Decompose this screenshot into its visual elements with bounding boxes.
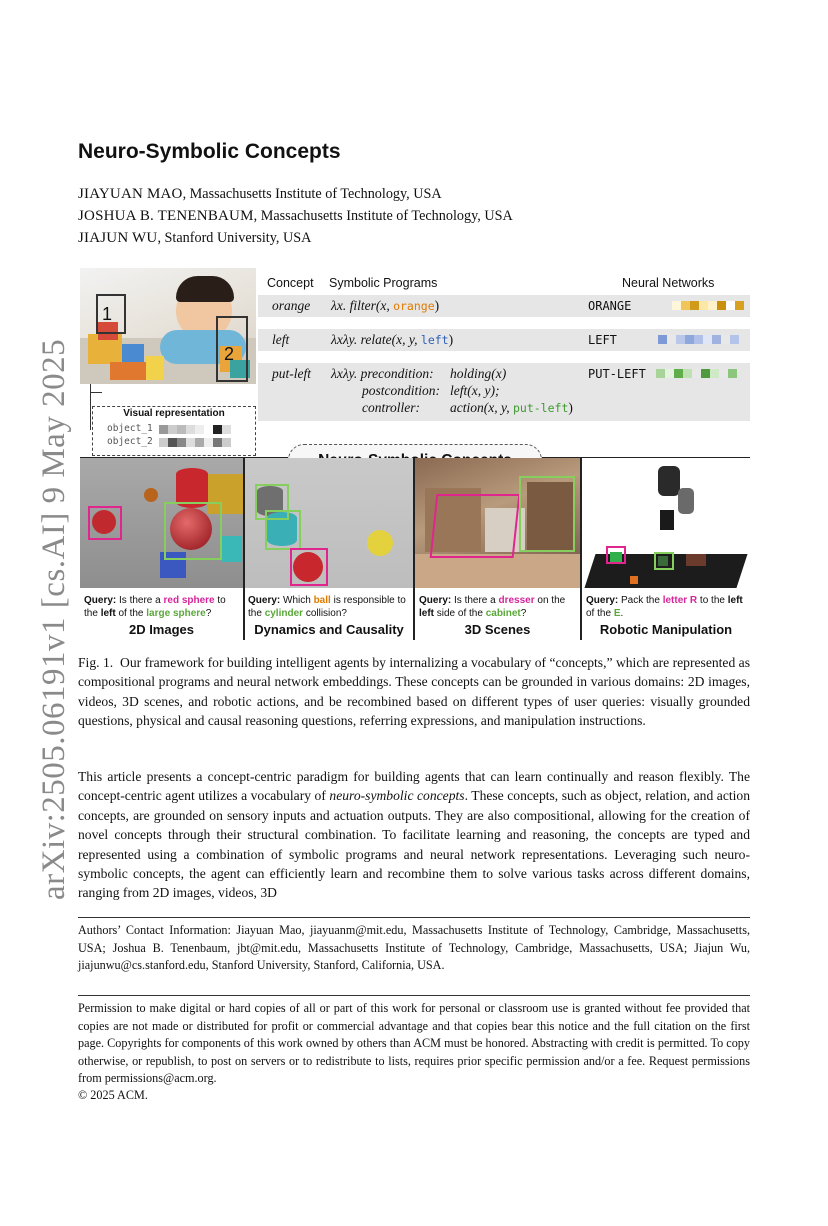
domain-label-3d-scenes: 3D Scenes <box>464 622 531 637</box>
contact-information: Authors’ Contact Information: Jiayuan Mao, jiayuanm@mit.edu, Massachusetts Institute of Technology, Cambridge, Massachusetts, USA; Joshua B. Tenenbaum, jbt@mit.edu, Massachusetts Institute of Technology, Cambridge, Massachusetts, USA; Jiajun Wu, jiajunwu@cs.stanford.edu, Stanford University, Stanford, California, USA. <box>78 923 750 973</box>
query-label: Query: <box>84 595 117 606</box>
domain-label-dynamics: Dynamics and Causality <box>254 622 404 637</box>
program-controller-value <box>450 400 573 416</box>
permission-notice: Permission to make digital or hard copies of all or part of this work for personal or classroom use is granted without fee provided that copies are not made or distributed for profit or commercial advantage and that copies bear this notice and the full citation on the first page. Copyrights for components of this work owned by others than ACM must be honored. Abstracting with credit is permitted. To copy otherwise, or republish, to post on servers or to redistribute to lists, requires prior specific permission and/or a fee. Request permissions from permissions@acm.org. <box>78 1001 750 1086</box>
program-close: ) <box>568 400 573 415</box>
query-highlight: ball <box>313 595 331 606</box>
author-line <box>78 186 442 203</box>
query-robotic <box>586 594 748 620</box>
domain-label-2d-images: 2D Images <box>128 622 195 637</box>
header-symbolic-programs: Symbolic Programs <box>329 276 438 290</box>
bbox-cabinet <box>519 476 575 552</box>
row-left <box>258 329 750 351</box>
query-3d-scenes <box>419 594 579 620</box>
bbox-label-2: 2 <box>224 344 235 364</box>
query-bold: left <box>727 595 743 606</box>
visual-representation-box <box>92 406 256 456</box>
nn-embedding-left <box>658 335 739 344</box>
object-2-embedding <box>159 438 231 447</box>
bbox-dresser <box>430 494 521 558</box>
figure-caption <box>78 653 750 731</box>
query-text: to the <box>697 595 728 606</box>
query-highlight: dresser <box>498 595 535 606</box>
query-text: on the <box>534 595 566 606</box>
query-text: of the <box>586 608 614 619</box>
author-line <box>78 208 513 225</box>
bbox-cylinder <box>265 510 301 550</box>
query-bold: left <box>419 608 434 619</box>
query-text: to the <box>84 595 226 619</box>
query-text: Is there a <box>116 595 164 606</box>
row-put-left <box>258 363 750 421</box>
header-neural-networks: Neural Networks <box>622 276 715 290</box>
intro-paragraph <box>78 767 750 903</box>
query-text: of the <box>115 608 147 619</box>
author-affiliation: , Massachusetts Institute of Technology, USA <box>182 186 442 202</box>
concept-put-left: put-left <box>272 366 311 381</box>
panel-2d-images-render <box>80 458 243 588</box>
bbox-letter-r <box>606 546 626 564</box>
query-label: Query: <box>586 595 619 606</box>
query-text: side of the <box>434 608 486 619</box>
caption-text: Our framework for building intelligent agents by internalizing a vocabulary of “concepts,” which are represented as compositional programs and neural network embeddings. These concepts can be grounded in various domains: 2D images, videos, 3D scenes, and robotic actions, and be recombined based on different types of user queries: visually grounded questions, physical and causal reasoning questions, referring expressions, and manipulation instructions. <box>78 655 751 729</box>
paragraph-emphasis: neuro-symbolic concepts <box>329 788 465 804</box>
panel-robotic-render <box>582 458 750 588</box>
program-text: λxλy. relate(x, y, <box>331 332 421 347</box>
child-blocks-photo <box>80 268 256 384</box>
query-dynamics <box>248 594 410 620</box>
author-name: JOSHUA B. TENENBAUM <box>78 208 254 224</box>
program-text: left(x, y); <box>450 383 500 398</box>
query-text: collision? <box>303 608 347 619</box>
nn-label-put-left: PUT-LEFT <box>588 367 646 381</box>
author-affiliation: , Stanford University, USA <box>157 230 312 246</box>
panel-separator <box>580 458 582 640</box>
program-text: holding(x) <box>450 366 507 381</box>
bbox-ball <box>290 548 328 586</box>
paper-title: Neuro-Symbolic Concepts <box>78 140 341 163</box>
nn-embedding-orange <box>672 301 744 310</box>
author-affiliation: , Massachusetts Institute of Technology, USA <box>253 208 513 224</box>
bbox-large-sphere <box>164 502 222 560</box>
row-orange <box>258 295 750 317</box>
caption-label: Fig. 1. <box>78 655 114 670</box>
figure-1 <box>80 268 750 640</box>
query-highlight: E <box>613 608 621 619</box>
query-text: Pack the <box>618 595 663 606</box>
query-text: is responsible to the <box>248 595 406 619</box>
panel-dynamics-render <box>245 458 413 588</box>
program-text: controller: <box>362 400 420 415</box>
program-left <box>331 332 453 348</box>
author-name: JIAYUAN MAO <box>78 186 183 202</box>
visual-representation-title: Visual representation <box>123 408 225 419</box>
arxiv-id: arXiv:2505.06191v1 [cs.AI] 9 May 2025 <box>36 338 72 900</box>
program-text: λxλy. precondition: <box>331 366 434 381</box>
concept-left: left <box>272 332 290 347</box>
bbox-letter-e <box>654 552 674 570</box>
program-arg: left <box>420 333 449 347</box>
program-text: action(x, y, <box>450 400 513 415</box>
query-text: ? <box>520 608 527 619</box>
connector-arrow <box>90 392 102 393</box>
program-close: ) <box>448 332 454 347</box>
domain-label-robotic: Robotic Manipulation <box>599 622 733 637</box>
query-2d-images <box>84 594 242 620</box>
program-precondition-value <box>450 366 506 382</box>
author-name: JIAJUN WU <box>78 230 158 246</box>
author-line <box>78 230 311 247</box>
object-1-label: object_1 <box>107 423 153 434</box>
panel-separator <box>413 458 415 640</box>
query-text: Is there a <box>451 595 499 606</box>
permission-rule <box>78 995 750 996</box>
header-concept: Concept <box>267 276 314 290</box>
query-bold: left <box>100 608 116 619</box>
program-arg: orange <box>393 299 435 313</box>
nn-label-left: LEFT <box>588 333 617 347</box>
bbox-label-1: 1 <box>102 304 113 324</box>
query-highlight: red sphere <box>163 595 215 606</box>
query-label: Query: <box>419 595 452 606</box>
copyright: © 2025 ACM. <box>78 1088 148 1102</box>
program-text: λx. filter(x, <box>331 298 394 313</box>
arxiv-stamp <box>14 310 72 900</box>
bbox-red-sphere <box>88 506 122 540</box>
panel-separator <box>243 458 245 640</box>
query-highlight: cabinet <box>485 608 521 619</box>
query-text: ? <box>205 608 212 619</box>
object-2-label: object_2 <box>107 436 153 447</box>
program-postcondition <box>362 383 440 399</box>
program-close: ) <box>434 298 440 313</box>
program-controller <box>362 400 420 416</box>
paragraph-text: This article presents a concept-centric paradigm for building agents that can learn continually and reason flexibly. The concept-centric agent utilizes a vocabulary of <box>78 769 750 804</box>
query-highlight: cylinder <box>264 608 304 619</box>
object-1-embedding <box>159 425 231 434</box>
nn-label-orange: ORANGE <box>588 299 632 313</box>
program-precondition <box>331 366 434 382</box>
paragraph-text: . These concepts, such as object, relation, and action concepts, are grounded on sensory inputs and actuation outputs. They are also compositional, allowing for the creation of novel concepts through their structural combination. To facilitate learning and reasoning, the concepts are typed and represented using a combination of symbolic programs and neural network representations. Leveraging such neuro-symbolic concepts, the agent can efficiently learn and recombine them to solve various tasks across different domains, ranging from 2D images, videos, 3D <box>78 788 751 901</box>
footnote-rule <box>78 917 750 918</box>
program-arg: put-left <box>512 401 569 415</box>
program-postcondition-value <box>450 383 499 399</box>
program-text: postcondition: <box>362 383 440 398</box>
concept-orange: orange <box>272 298 311 313</box>
query-highlight: large sphere <box>146 608 206 619</box>
query-text: . <box>620 608 624 619</box>
program-orange <box>331 298 439 314</box>
query-highlight: letter R <box>662 595 698 606</box>
connector-line <box>90 384 91 430</box>
panel-3d-scenes-render <box>415 458 580 588</box>
query-label: Query: <box>248 595 281 606</box>
nn-embedding-put-left <box>656 369 737 378</box>
query-text: Which <box>280 595 314 606</box>
